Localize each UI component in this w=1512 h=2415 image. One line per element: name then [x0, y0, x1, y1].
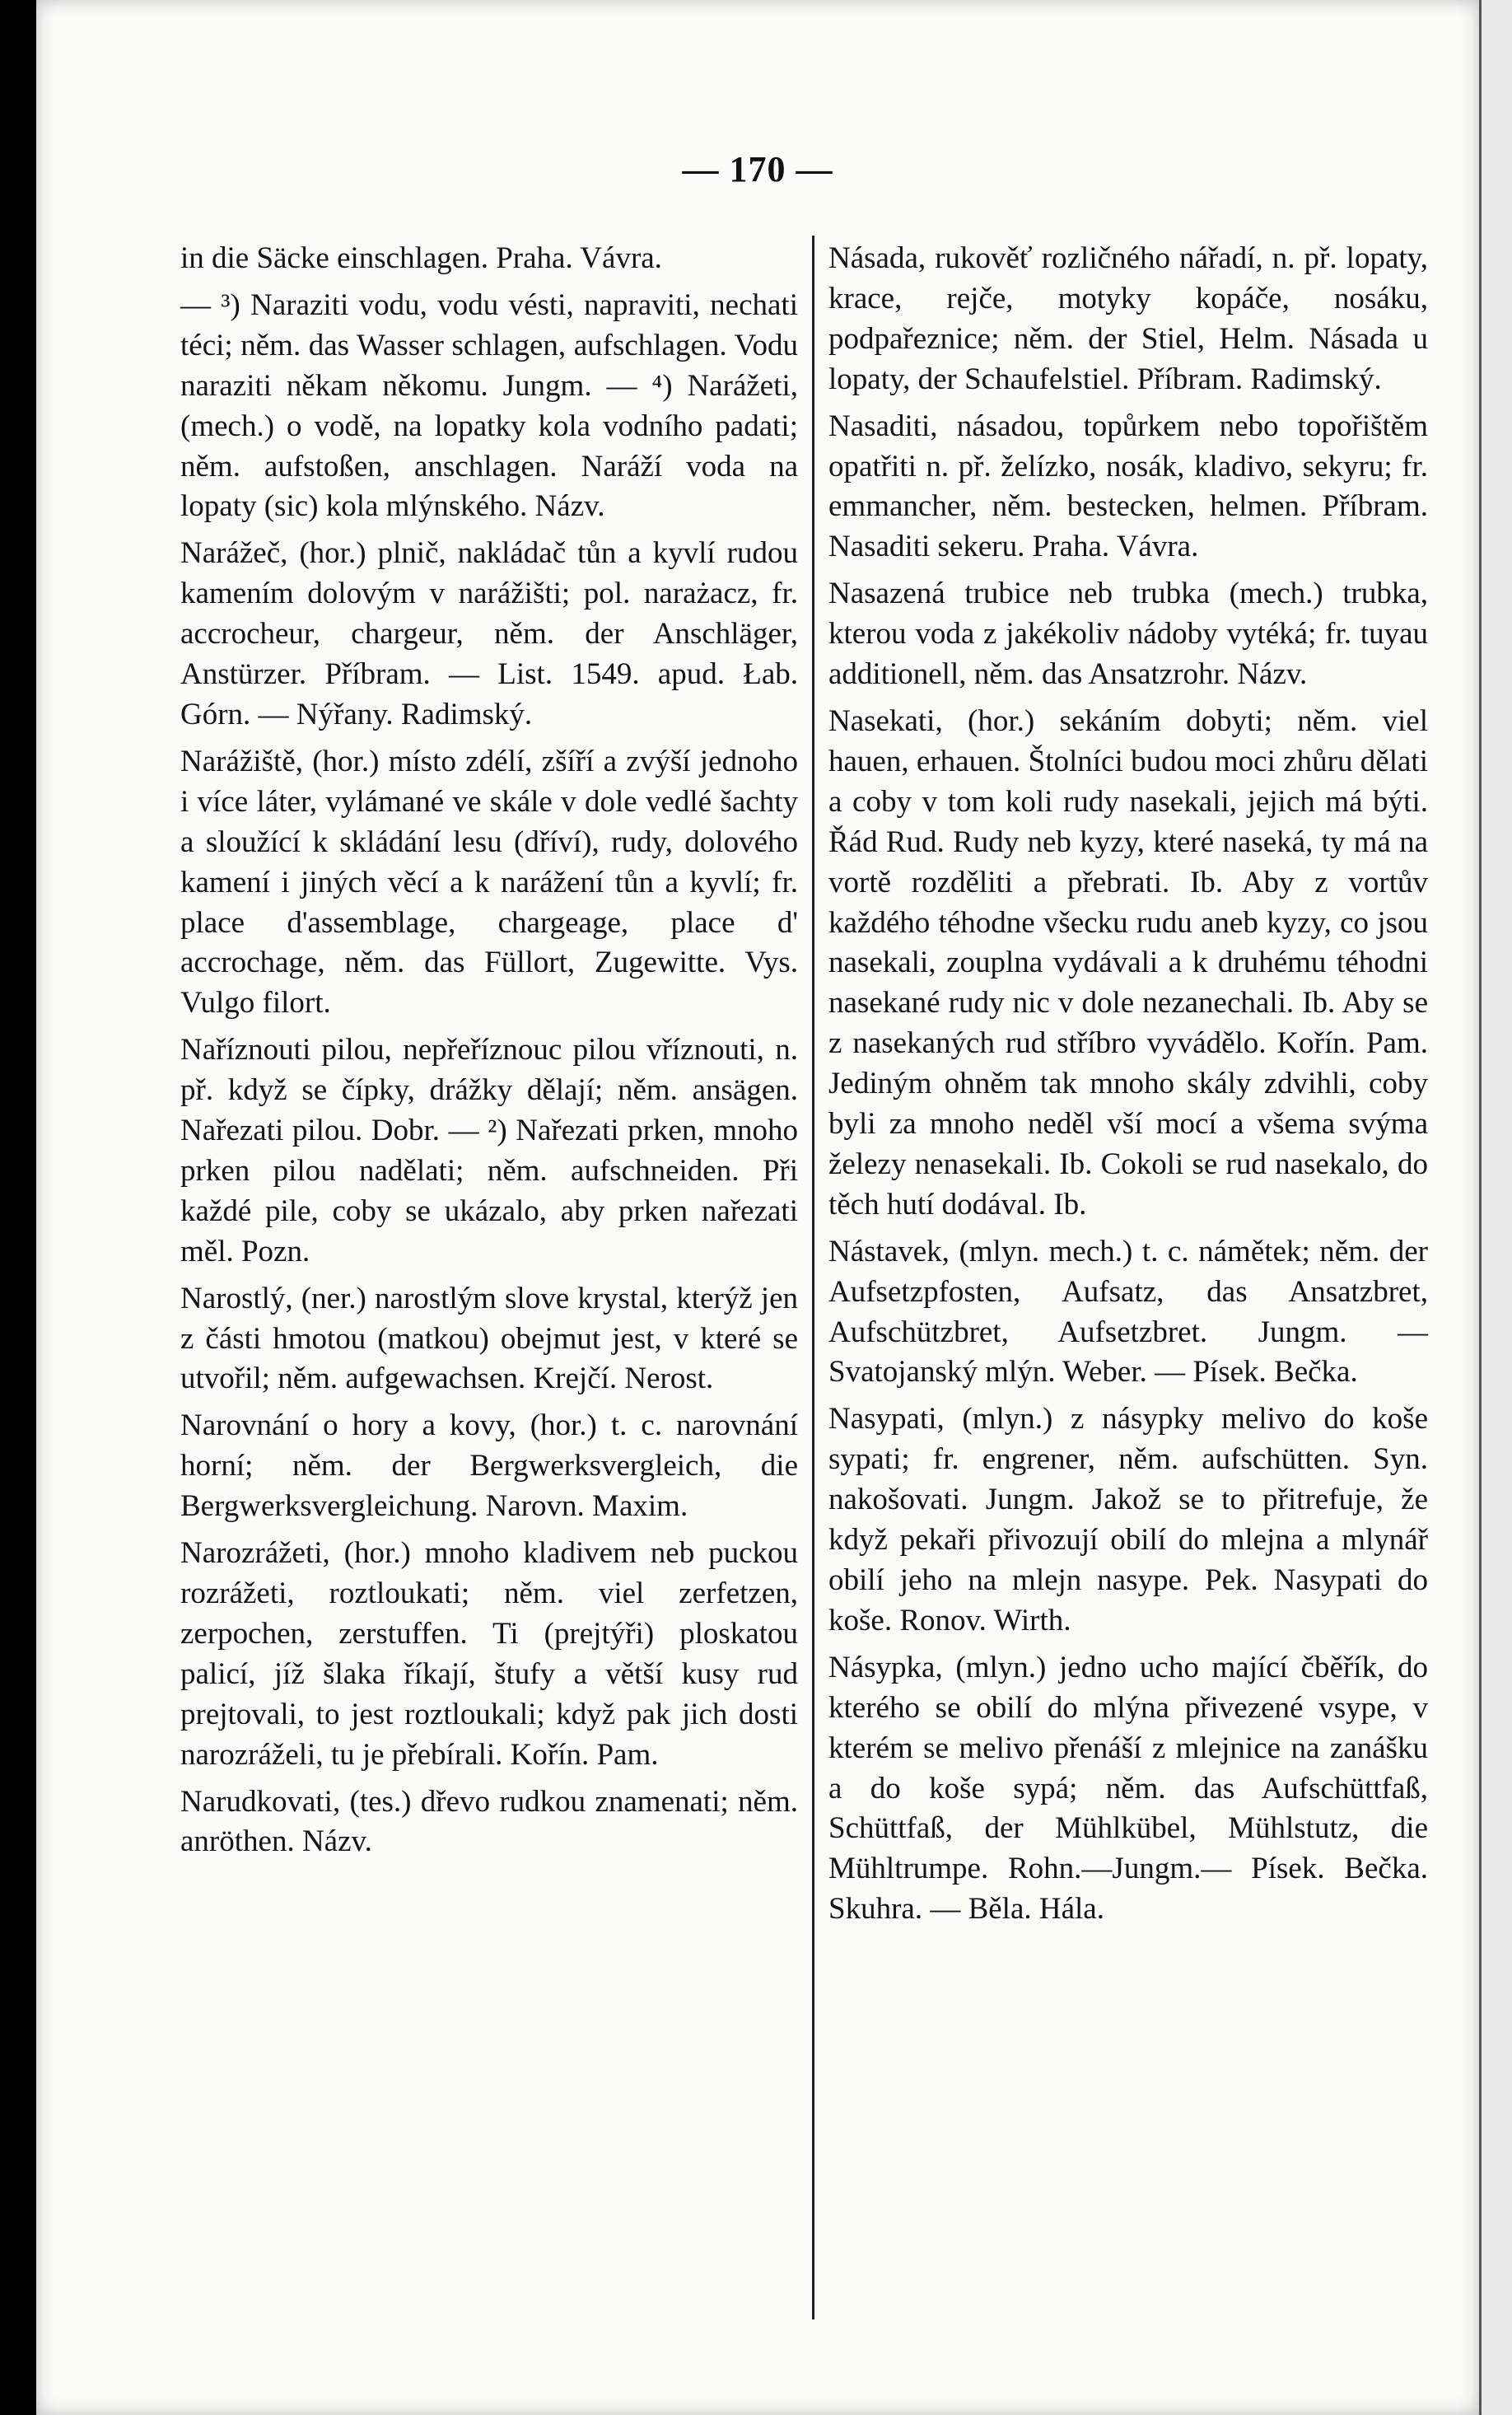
dictionary-page — [36, 0, 1479, 2415]
adjacent-page-edge — [1479, 0, 1512, 2415]
entry: Násypka, (mlyn.) jedno ucho mající čběřík, do kterého se obilí do mlýna přivezené vsype, v kterém se melivo přenáší z mlejnice na zanášku a do koše sypá; něm. das Aufschüttfaß, Schüttfaß, der Mühlkübel, Mühlstutz, die Mühltrumpe. Rohn.—Jungm.— Písek. Bečka. Skuhra. — Běla. Hála. — [828, 1650, 1428, 1927]
entry: Narudkovati, (tes.) dřevo rudkou znamenati; něm. anröthen. Názv. — [180, 1784, 798, 1859]
entry: Násada, rukověť rozličného nářadí, n. př. lopaty, krace, rejče, motyky kopáče, nosáku, podpařeznice; něm. der Stiel, Helm. Násada u lopaty, der Schaufelstiel. Příbram. Radimský. — [828, 241, 1428, 396]
entry: Nasypati, (mlyn.) z násypky melivo do koše sypati; fr. engrener, něm. aufschütten. Syn. nakošovati. Jungm. Jakož se to přitrefuje, že když pekaři přivozují obilí do mlejna a mlynář obilí jeho na mlejn nasype. Pek. Nasypati do koše. Ronov. Wirth. — [828, 1402, 1428, 1637]
entry: Narostlý, (ner.) narostlým slove krystal, kterýž jen z části hmotou (matkou) obejmut jest, v které se utvořil; něm. aufgewachsen. Krejčí. Nerost. — [180, 1281, 798, 1396]
entry: Narážeč, (hor.) plnič, nakládač tůn a kyvlí rudou kamením dolovým v narážišti; pol. narażacz, fr. accrocheur, chargeur, něm. der Anschläger, Anstürzer. Příbram. — List. 1549. apud. Łab. Górn. — Nýřany. Radimský. — [180, 536, 798, 731]
entry: in die Säcke einschlagen. Praha. Vávra. — [180, 241, 662, 275]
entry: Nasaditi, násadou, topůrkem nebo topořištěm opatřiti n. př. želízko, nosák, kladivo, sekyru; fr. emmancher, něm. bestecken, helmen. Příbram. Nasaditi sekeru. Praha. Vávra. — [828, 409, 1428, 564]
entry: Nasekati, (hor.) sekáním dobyti; něm. viel hauen, erhauen. Štolníci budou moci zhůru dělati a coby v tom koli rudy nasekali, jejich má býti. Řád Rud. Rudy neb kyzy, které naseká, ty má na vortě rozděliti a přebrati. Ib. Aby z vortův každého téhodne všecku rudu aneb kyzy, co jsou nasekali, zouplna vydávali a k druhému téhodni nasekané rudy nic v dole nezanechali. Ib. Aby se z nasekaných rud stříbro vyvádělo. Kořín. Pam. Jediným ohněm tak mnoho skály zdvihli, coby byli za mnoho neděl vší mocí a všema svýma železy nenasekali. Ib. Cokoli se rud nasekalo, do těch hutí dodával. Ib. — [828, 703, 1428, 1222]
entry: Naříznouti pilou, nepřeříznouc pilou vříznouti, n. př. když se čípky, drážky dělají; něm. ansägen. Nařezati pilou. Dobr. — ²) Nařezati prken, mnoho prken pilou nadělati; něm. aufschneiden. Při každé pile, coby se ukázalo, aby prken nařezati měl. Pozn. — [180, 1033, 798, 1268]
entry: Narážiště, (hor.) místo zdélí, zšíří a zvýší jednoho i více láter, vylámané ve skále v dole vedlé šachty a sloužící k skládání lesu (dříví), rudy, dolového kamení i jiných věcí a k narážení tůn a kyvlí; fr. place d'assemblage, chargeage, place d' accrochage, něm. das Füllort, Zugewitte. Vys. Vulgo filort. — [180, 744, 798, 1021]
entry: Narozrážeti, (hor.) mnoho kladivem neb puckou rozrážeti, roztloukati; něm. viel zerfetzen, zerpochen, zerstuffen. Ti (prejtýři) ploskatou palicí, jíž šlaka říkají, štufy a větší kusy rud prejtovali, to jest roztloukali; když pak jich dosti narozráželi, tu je přebírali. Kořín. Pam. — [180, 1536, 798, 1772]
page-number: — 170 — — [682, 149, 833, 189]
entry: — ³) Naraziti vodu, vodu vésti, napraviti, nechati téci; něm. das Wasser schlagen, aufschlagen. Vodu naraziti někam někomu. Jungm. — ⁴) Narážeti, (mech.) o vodě, na lopatky kola vodního padati; něm. aufstoßen, anschlagen. Naráží voda na lopaty (sic) kola mlýnského. Názv. — [180, 287, 798, 524]
right-column — [828, 239, 1428, 1936]
entry: Nástavek, (mlyn. mech.) t. c. námětek; něm. der Aufsetzpfosten, Aufsatz, das Ansatzbret, Aufschützbret, Aufsetzbret. Jungm. — Svatojanský mlýn. Weber. — Písek. Bečka. — [828, 1234, 1428, 1390]
left-column — [180, 239, 798, 1869]
column-divider — [812, 236, 814, 2319]
entry: Nasazená trubice neb trubka (mech.) trubka, kterou voda z jakékoliv nádoby vytéká; fr. tuyau additionell, něm. das Ansatzrohr. Názv. — [828, 577, 1428, 692]
entry: Narovnání o hory a kovy, (hor.) t. c. narovnání horní; něm. der Bergwerksvergleich, die Bergwerksvergleichung. Narovn. Maxim. — [180, 1408, 798, 1524]
